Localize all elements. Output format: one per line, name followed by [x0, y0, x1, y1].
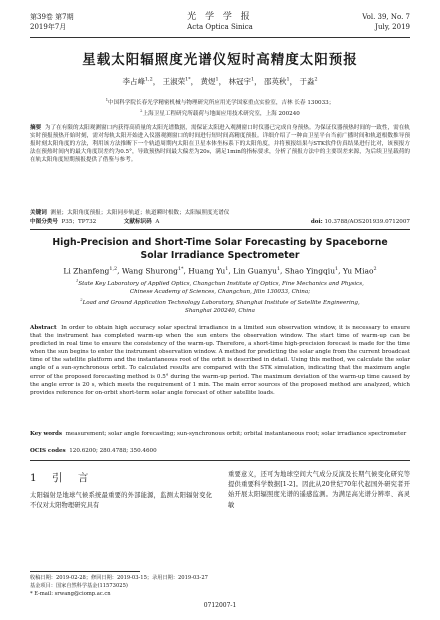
author-cn-2: 王淑荣 [162, 77, 186, 86]
affiliation-en-1a: State Key Laboratory of Applied Optics, Changchun Institute of Optics, Fine Mechanics and Physics, [78, 280, 364, 287]
abstract-en [30, 324, 410, 397]
affiliation-en-1b: Chinese Academy of Sciences, Changchun, Jilin 130033, China; [129, 288, 311, 295]
title-en-line-2: Solar Irradiance Spectrometer [140, 250, 300, 261]
abstract-cn [30, 124, 410, 164]
keywords-en [30, 430, 410, 438]
header-center [30, 12, 410, 32]
ocis-value: 120.6200; 280.4788; 350.4600 [69, 448, 157, 454]
keywords-cn [30, 209, 410, 217]
doc-code-label: 文献标识码 [123, 219, 152, 225]
affiliation-en-2a: Load and Ground Application Technology Laboratory, Shanghai Institute of Satellite Engineering, [82, 299, 360, 306]
affiliation-en-2b: Shanghai 200240, China [185, 307, 255, 314]
journal-name-cn: 光 学 学 报 [187, 12, 253, 22]
header-rule [30, 37, 410, 38]
abstract-en-text: In order to obtain high accuracy solar spectral irradiance in a limited sun observation window, it is necessary to ensure that the instrument has completed warm-up when the sun enters the observation window. The start time of warm-up can be predicted in real time to ensure the consistency of the warm-up. Therefore, a short-time high-precision forecast is made for the time when the sun begins to enter the instrument observation window. A method for predicting the solar angle from the current broadcast time of the satellite platform and the instantaneous root of the orbit is described in detail. Using this method, we calculate the solar angle of a sun-synchronous orbit. To calculated results are compared with the STK simulation, indicating that the maximum angle error of the proposed forecasting method is 0.5° during the warm-up period. The maximum deviation of the warm-up time caused by the angle error is 20 s, which meets the requirement of 1 min. The main error sources of the proposed method are analyzed, which provides reference for on-orbit short-term solar angle forecast of other satellite loads. [30, 325, 410, 396]
abstract-en-label: Abstract [30, 325, 57, 331]
ocis-line [30, 447, 410, 455]
abstract-cn-text: 为了在有限的太阳观测窗口内获得高质量的太阳光谱数据，需保证太阳进入观测窗口时仪器已完成自身预热。为保证仪器预热时间的一致性，需在轨实时预报预热开始时刻，需对每轨太阳开始进入仪器观测窗口的时间进行短时间高精度预报。详细介绍了一种由卫星平台当前广播时间和轨道根数推导预报时刻太阳角度的方法，利用该方法推断下一个轨道周期内太阳在卫星本体坐标系下的太阳角度，并将预报结果与STK软件仿真结果进行比对，该预报方法在预热时间内的最大角度误差约为0.5°，导致预热时间最大偏差为20s，满足1min的指标要求，分析了预报方法中的主要误差来源，为后续卫星载荷的在轨太阳角度短期预报提供了借鉴与参考。 [30, 125, 410, 164]
section-number: 1 [30, 472, 43, 484]
title-en [30, 236, 410, 262]
doc-code-value: A [155, 219, 160, 225]
body-paragraph-right: 重要意义，还可为地球空间大气成分反演及长期气候变化研究等提供重要科学数据[1-2]。因此从20世纪70年代起国外研究者开始开展太阳辐照度光谱的遥感监测。为满足高光谱分辨率、高灵敏 [228, 471, 410, 509]
page-number: 0712007-1 [203, 602, 237, 609]
abstract-cn-label: 摘要 [30, 125, 42, 131]
author-cn-4: 林冠宇 [228, 77, 251, 86]
footnotes [30, 574, 410, 598]
body-columns [30, 470, 410, 580]
classification-line [30, 218, 410, 226]
ocis-label: OCIS codes [30, 448, 66, 454]
author-en-1: Li Zhanfeng [63, 266, 110, 276]
author-cn-6: 于淼 [299, 77, 315, 86]
header-right [362, 12, 410, 32]
authors-cn: 李占峰$^{1,2}$， 王淑荣$^{1*}$， 黄煜$^1$， 林冠宇$^1$， 邵英秋$^1$， 于淼$^2$ [122, 76, 318, 86]
affiliation-cn-1: 中国科学院长春光学精密机械与物理研究所应用光学国家重点实验室，吉林 长春 130033； [108, 99, 335, 106]
keywords-en-text: measurement; solar angle forecasting; sun-synchronous orbit; orbital instantaneous root; solar irradiance spectrometer [65, 431, 407, 437]
author-cn-3: 黄煜 [200, 77, 216, 86]
footnote-email: * E-mail: srwang@ciomp.ac.cn [30, 591, 111, 597]
journal-name-en: Acta Optica Sinica [187, 23, 253, 31]
author-cn-1: 李占峰 [122, 77, 145, 86]
section-rule-2 [30, 460, 410, 461]
journal-header [30, 12, 410, 38]
clc-label: 中图分类号 [30, 219, 58, 225]
section-heading [30, 470, 212, 485]
keywords-en-label: Key words [30, 431, 63, 437]
authors-en: Li Zhanfeng$^{1,2}$, Wang Shurong$^{1*}$, Huang Yu$^1$, Lin Guanyu$^1$, Shao Yingqiu$^1$, Yu Miao$^2$ [63, 266, 377, 276]
doi-value: 10.3788/AOS201939.0712007 [324, 219, 410, 225]
footnote-fund: 基金项目：国家自然科学基金(11573025) [30, 583, 128, 589]
affiliation-cn-2: 上海卫星工程研究所载荷与地面应用技术研究室，上海 200240 [142, 110, 300, 117]
author-en-4: Lin Guanyu [233, 266, 277, 276]
title-cn: 星载太阳辐照度光谱仪短时高精度太阳预报 [82, 52, 358, 68]
title-en-line-1: High-Precision and Short-Time Solar Forecasting by Spaceborne [52, 237, 388, 248]
author-cn-5: 邵英秋 [263, 77, 287, 86]
date-cn: 2019年7月 [30, 23, 67, 31]
keywords-cn-text: 测量；太阳角度预报；太阳同步轨道；轨道瞬时根数；太阳辐照度光谱仪 [50, 210, 230, 216]
body-column-left [30, 470, 212, 511]
author-en-6: Yu Miao [342, 266, 374, 276]
footnote-rule [30, 571, 140, 572]
affiliations-cn: $^1$中国科学院长春光学精密机械与物理研究所应用光学国家重点实验室，吉林 长春 130033； $^2$上海卫星工程研究所载荷与地面应用技术研究室，上海 200240 [105, 98, 335, 117]
volume-issue-cn: 第39卷 第7期 [30, 13, 74, 21]
author-en-2: Wang Shurong [121, 266, 178, 276]
body-column-right [228, 470, 410, 511]
volume-issue-en: Vol. 39, No. 7 [362, 13, 410, 21]
clc-value: P35；TP732 [61, 219, 97, 225]
affiliations-en: $^1$State Key Laboratory of Applied Optics, Changchun Institute of Optics, Fine Mechanics and Physics, Chinese Academy of Sciences, Changchun, Jilin 130033, China; $^2$Load and Ground Application Technology Laboratory, Shanghai Institute of Satellite Engineering, Shanghai 200240, China [30, 277, 410, 315]
body-paragraph-left: 太阳辐射是地球气候系统最重要的外部能源，监测太阳辐射变化不仅对太阳物理研究具有 [30, 492, 212, 510]
doi-label: doi: [310, 219, 323, 225]
footnote-dates: 收稿日期：2019-02-28；修回日期：2019-03-15；录用日期：2019-03-27 [30, 575, 208, 581]
author-en-5: Shao Yingqiu [284, 266, 336, 276]
keywords-cn-label: 关键词 [30, 210, 47, 216]
section-rule-1 [30, 229, 410, 230]
section-title: 引 言 [52, 472, 95, 484]
author-en-3: Huang Yu [188, 266, 226, 276]
date-en: July, 2019 [375, 23, 410, 31]
